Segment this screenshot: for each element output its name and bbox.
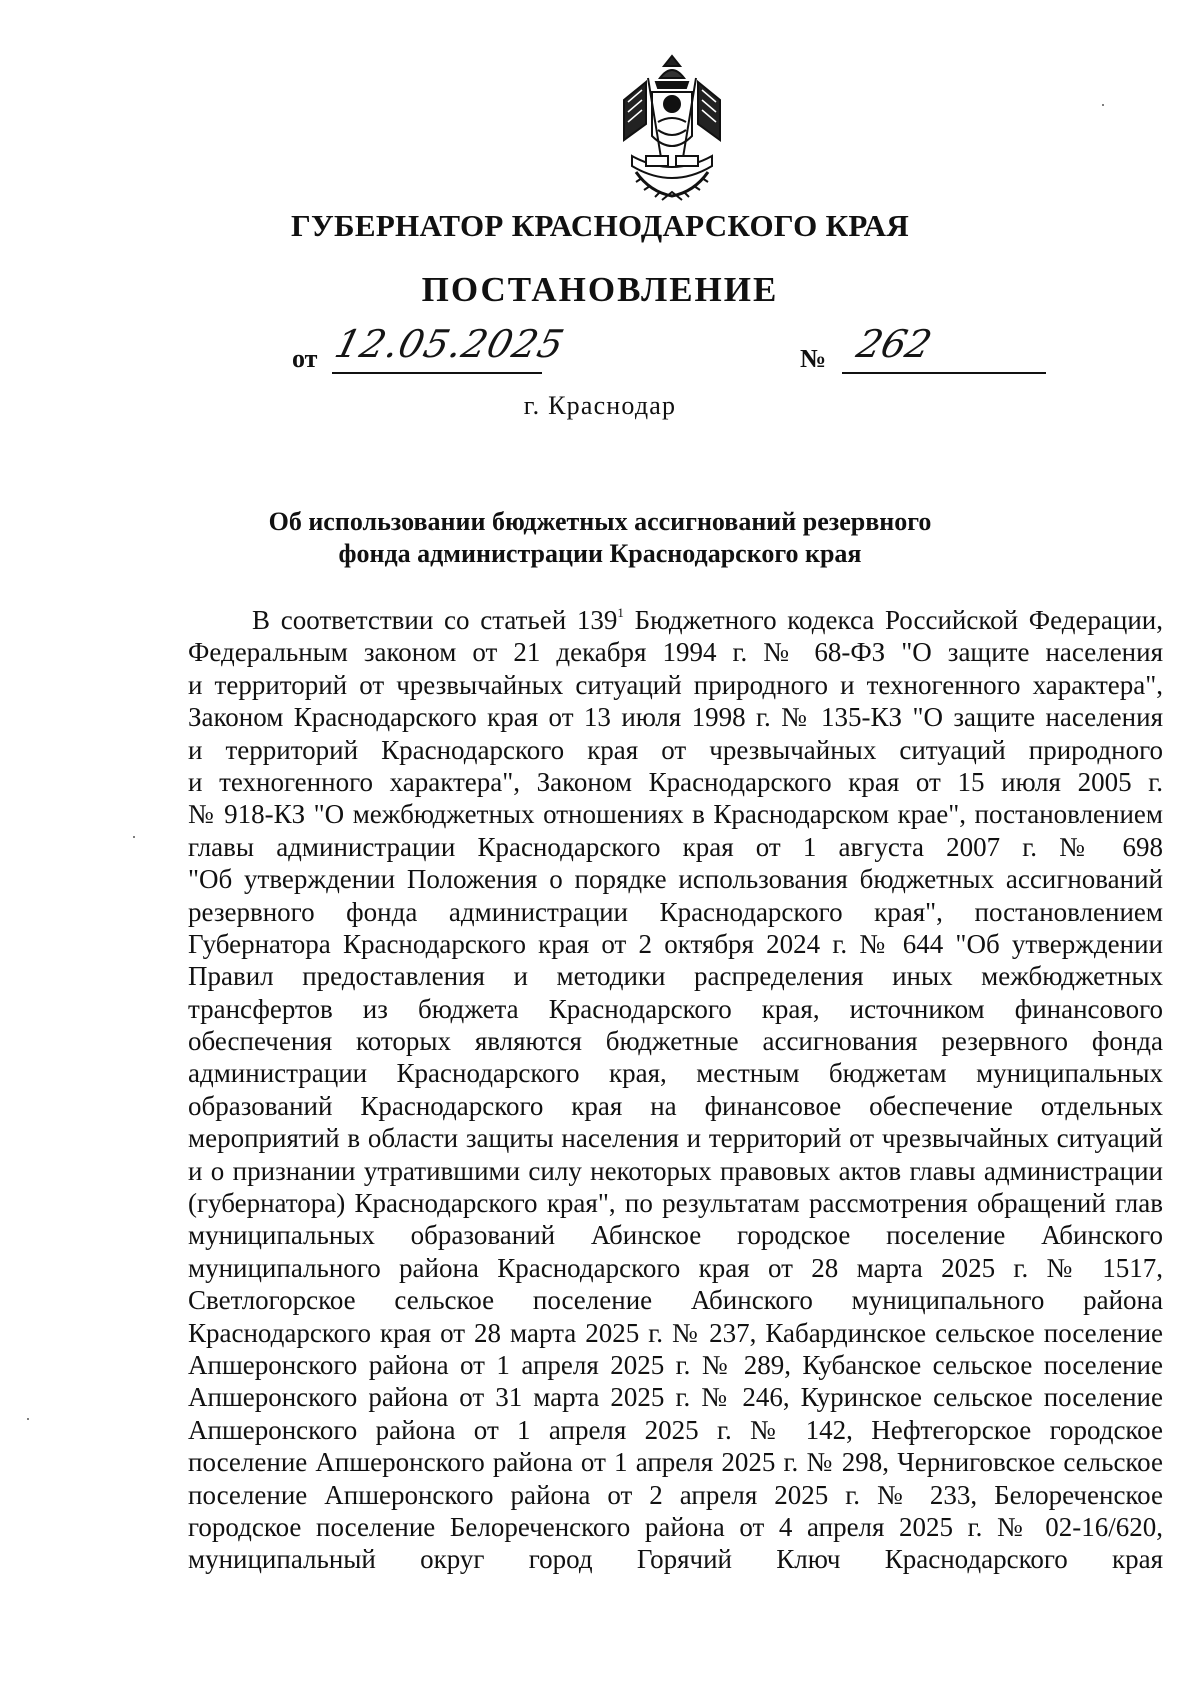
body-line: поселение Апшеронского района от 2 апреля 2025 г. № 233, Белореченское — [188, 1479, 1163, 1510]
issuing-authority-heading: ГУБЕРНАТОР КРАСНОДАРСКОГО КРАЯ — [290, 208, 910, 243]
scan-speck — [1102, 104, 1104, 106]
body-line: Федеральным законом от 21 декабря 1994 г. № 68-ФЗ "О защите населения — [188, 637, 1163, 668]
body-line: Светлогорское сельское поселение Абинского муниципального района — [188, 1285, 1163, 1316]
body-line: мероприятий в области защиты населения и территорий от чрезвычайных ситуаций — [188, 1123, 1163, 1154]
body-line: муниципальных образований Абинское городское поселение Абинского — [188, 1220, 1163, 1251]
document-type-heading: ПОСТАНОВЛЕНИЕ — [421, 270, 779, 309]
body-line: Апшеронского района от 31 марта 2025 г. № 246, Куринское сельское поселение — [188, 1382, 1163, 1413]
title-line-2: фонда администрации Краснодарского края — [338, 539, 862, 568]
superscript: 1 — [617, 605, 624, 620]
body-line: Краснодарского края от 28 марта 2025 г. № 237, Кабардинское сельское поселение — [188, 1317, 1163, 1348]
body-line: (губернатора) Краснодарского края", по результатам рассмотрения обращений глав — [188, 1188, 1163, 1219]
scan-speck — [133, 836, 135, 838]
date-underline — [332, 372, 542, 374]
body-line: и о признании утратившими силу некоторых правовых актов главы администрации — [188, 1155, 1163, 1186]
body-line: муниципального района Краснодарского края от 28 марта 2025 г. № 1517, — [188, 1252, 1163, 1283]
body-line: муниципальный округ город Горячий Ключ Краснодарского края — [188, 1544, 1163, 1575]
document-title — [160, 506, 1040, 570]
scan-speck — [27, 1418, 29, 1420]
body-line: Апшеронского района от 1 апреля 2025 г. № 142, Нефтегорское городское — [188, 1414, 1163, 1445]
number-label: № — [800, 344, 827, 373]
body-line: администрации Краснодарского края, местным бюджетам муниципальных — [188, 1058, 1163, 1089]
handwritten-number: 262 — [852, 322, 937, 366]
body-text: Бюджетного кодекса Российской Федерации, — [623, 605, 1164, 635]
title-line-1: Об использовании бюджетных ассигнований резервного — [268, 507, 932, 536]
body-line: Губернатора Краснодарского края от 2 октября 2024 г. № 644 "Об утверждении — [188, 928, 1163, 959]
body-line: Апшеронского района от 1 апреля 2025 г. № 289, Кубанское сельское поселение — [188, 1349, 1163, 1380]
document-body — [188, 604, 1163, 1576]
body-line: Правил предоставления и методики распределения иных межбюджетных — [188, 961, 1163, 992]
body-line: резервного фонда администрации Краснодарского края", постановлением — [188, 896, 1163, 927]
body-line: и техногенного характера", Законом Краснодарского края от 15 июля 2005 г. — [188, 766, 1163, 797]
body-line — [188, 604, 1163, 636]
number-underline — [842, 372, 1046, 374]
body-line: Законом Краснодарского края от 13 июля 1998 г. № 135-КЗ "О защите населения — [188, 702, 1163, 733]
body-line: образований Краснодарского края на финансовое обеспечение отдельных — [188, 1090, 1163, 1121]
handwritten-date: 12.05.2025 — [330, 322, 570, 366]
date-label: от — [292, 344, 318, 373]
body-line: городское поселение Белореченского района от 4 апреля 2025 г. № 02-16/620, — [188, 1511, 1163, 1542]
body-line: обеспечения которых являются бюджетные ассигнования резервного фонда — [188, 1026, 1163, 1057]
body-line: поселение Апшеронского района от 1 апреля 2025 г. № 298, Черниговское сельское — [188, 1447, 1163, 1478]
body-line: трансфертов из бюджета Краснодарского края, источником финансового — [188, 993, 1163, 1024]
body-text: В соответствии со статьей 139 — [252, 605, 618, 635]
body-line: и территорий от чрезвычайных ситуаций природного и техногенного характера", — [188, 669, 1163, 700]
coat-of-arms-emblem — [606, 52, 738, 204]
body-line: "Об утверждении Положения о порядке использования бюджетных ассигнований — [188, 864, 1163, 895]
body-line: главы администрации Краснодарского края от 1 августа 2007 г. № 698 — [188, 831, 1163, 862]
body-line: № 918-КЗ "О межбюджетных отношениях в Краснодарском крае", постановлением — [188, 799, 1163, 830]
city-line: г. Краснодар — [523, 391, 677, 420]
body-line: и территорий Краснодарского края от чрезвычайных ситуаций природного — [188, 734, 1163, 765]
